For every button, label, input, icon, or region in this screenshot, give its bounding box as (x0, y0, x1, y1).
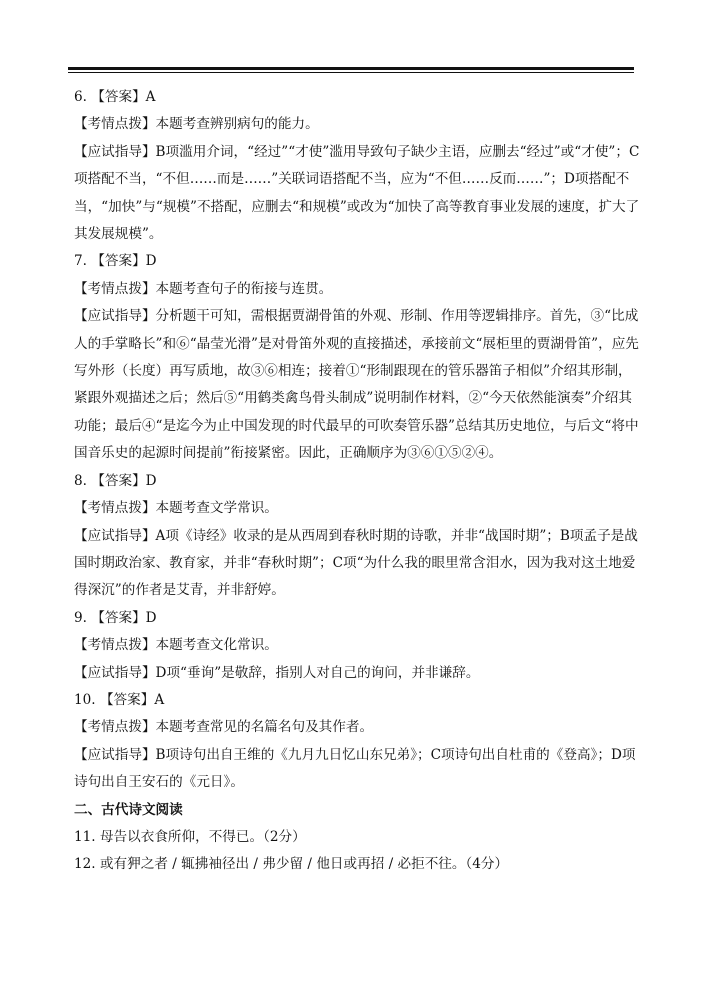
q8-guidance: 【应试指导】A项《诗经》收录的是从西周到春秋时期的诗歌，并非“战国时期”；B项孟子是战国时期政治家、教育家，并非“春秋时期”；C项“为什么我的眼里常含泪水，因为我对这土地爱得深沉”的作者是艾青，并非舒婷。 (74, 527, 638, 599)
section-heading-classical-reading: 二、古代诗文阅读 (74, 801, 183, 818)
q10-guidance: 【应试指导】B项诗句出自王维的《九月九日忆山东兄弟》；C项诗句出自杜甫的《登高》；D项诗句出自王安石的《元日》。 (74, 746, 636, 791)
q6-answer: 6. 【答案】A (74, 89, 156, 105)
q10-answer: 10. 【答案】A (74, 691, 165, 708)
q8-answer: 8. 【答案】D (74, 472, 157, 489)
q8-analysis: 【考情点拨】本题考查文学常识。 (74, 500, 278, 517)
q6-analysis: 【考情点拨】本题考查辨别病句的能力。 (74, 116, 319, 133)
q10-analysis: 【考情点拨】本题考查常见的名篇名句及其作者。 (74, 719, 374, 736)
q7-answer: 7. 【答案】D (74, 253, 157, 270)
q12-answer: 12. 或有狎之者 / 辄拂袖径出 / 弗少留 / 他日或再招 / 必拒不往。（4分） (74, 856, 509, 873)
header-rule-thick (68, 67, 634, 70)
q9-answer: 9. 【答案】D (74, 609, 157, 626)
q9-guidance: 【应试指导】D项“垂询”是敬辞，指别人对自己的询问，并非谦辞。 (74, 664, 480, 681)
header-rule-thin (68, 72, 634, 73)
q7-guidance: 【应试指导】分析题干可知，需根据贾湖骨笛的外观、形制、作用等逻辑排序。首先，③“比成人的手掌略长”和⑥“晶莹光滑”是对骨笛外观的直接描述，承接前文“展柜里的贾湖骨笛”，应先写外形（长度）再写质地，故③⑥相连；接着①“形制跟现在的管乐器笛子相似”介绍其形制，紧跟外观描述之后；然后⑤“用鹤类禽鸟骨头制成”说明制作材料，②“今天依然能演奏”介绍其功能；最后④“是迄今为止中国发现的时代最早的可吹奏管乐器”总结其历史地位，与后文“将中国音乐史的起源时间提前”衔接紧密。因此，正确顺序为③⑥①⑤②④。 (74, 308, 639, 462)
q7-analysis: 【考情点拨】本题考查句子的衔接与连贯。 (74, 280, 333, 297)
q6-guidance: 【应试指导】B项滥用介词，“经过”“才使”滥用导致句子缺少主语，应删去“经过”或“才使”；C项搭配不当，“不但……而是……”关联词语搭配不当，应为“不但……反而……”；D项搭配不当，“加快”与“规模”不搭配，应删去“和规模”或改为“加快了高等教育事业发展的速度，扩大了其发展规模”。 (74, 143, 640, 243)
answer-content (74, 84, 640, 879)
q11-answer: 11. 母告以衣食所仰，不得已。（2分） (74, 828, 306, 845)
q9-analysis: 【考情点拨】本题考查文化常识。 (74, 637, 278, 654)
